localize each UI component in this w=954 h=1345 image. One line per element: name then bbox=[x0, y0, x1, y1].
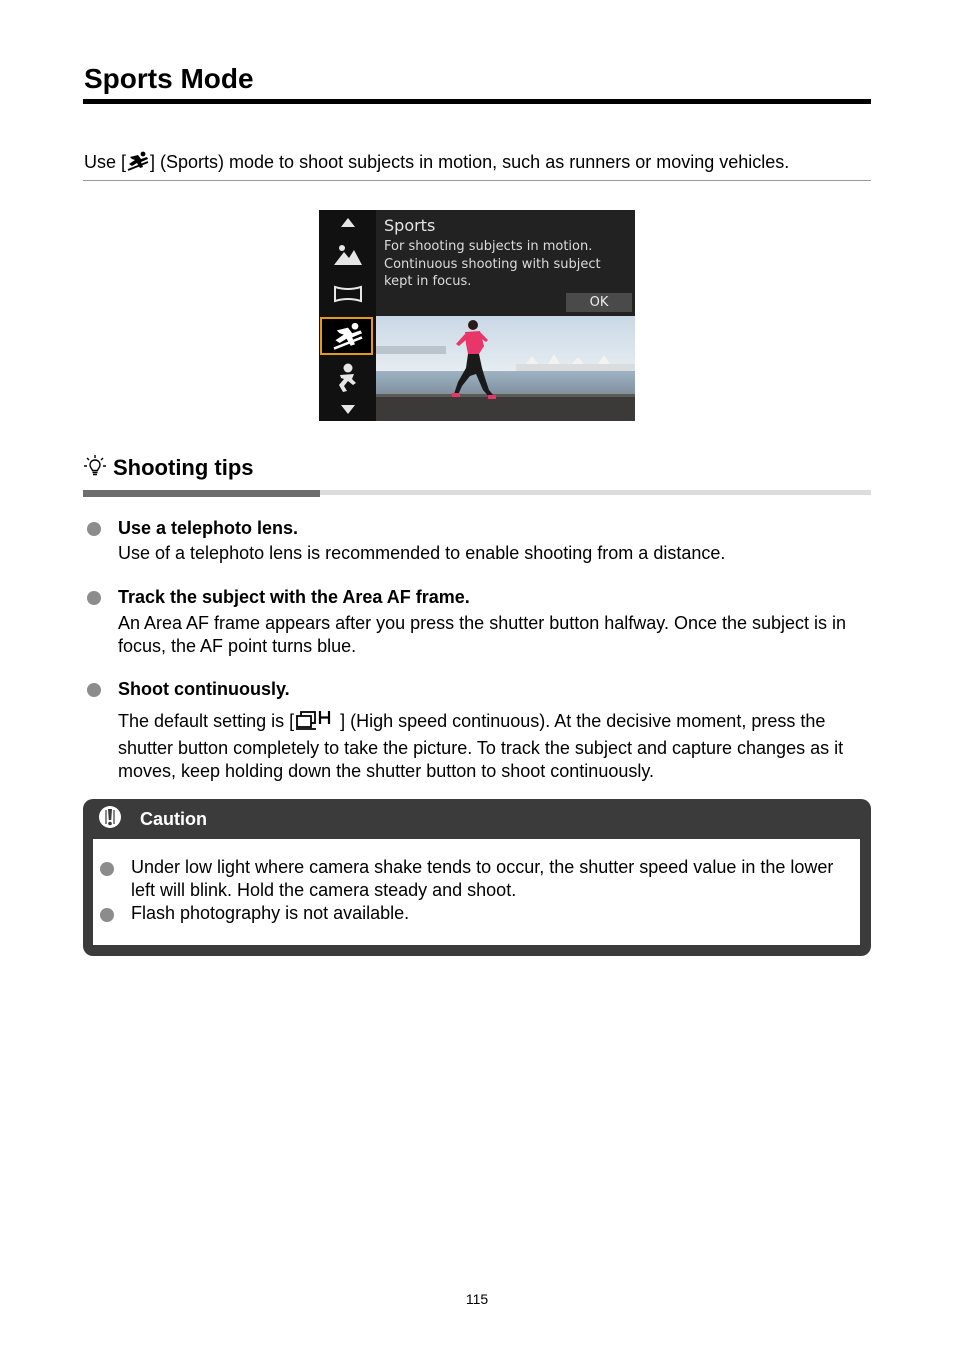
tip-heading: Track the subject with the Area AF frame. bbox=[118, 587, 470, 607]
landscape-icon bbox=[319, 240, 376, 268]
tips-heading bbox=[83, 453, 254, 483]
bullet-icon bbox=[87, 522, 101, 536]
intro-paragraph bbox=[84, 150, 789, 177]
tip-body-before: The default setting is [ bbox=[118, 711, 295, 731]
tip-item bbox=[84, 516, 870, 566]
tip-item bbox=[84, 677, 870, 782]
scene-description: For shooting subjects in motion. Continuous shooting with subject kept in focus. bbox=[384, 239, 601, 289]
caution-text: Under low light where camera shake tends to occur, the shutter speed value in the lower left will blink. Hold the camera steady and shoot. bbox=[131, 857, 834, 900]
caution-body bbox=[93, 839, 860, 945]
caution-title: Caution bbox=[140, 808, 207, 829]
tip-heading: Use a telephoto lens. bbox=[118, 518, 299, 538]
ok-button[interactable]: OK bbox=[566, 293, 632, 312]
up-arrow-icon bbox=[319, 214, 376, 230]
high-speed-continuous-icon bbox=[294, 709, 340, 737]
caution-item bbox=[93, 856, 860, 904]
intro-text-before: Use [ bbox=[84, 152, 127, 172]
tips-rule-accent bbox=[83, 490, 320, 497]
tip-body-after: ] (High speed continuous). At the decisive moment, press the shutter button completely to take the picture. To track the subject and capture changes as it moves, keep holding down the shutter button to shoot continuously. bbox=[118, 711, 844, 781]
bullet-icon bbox=[87, 683, 101, 697]
caution-text: Flash photography is not available. bbox=[131, 903, 410, 923]
bullet-icon bbox=[100, 862, 114, 876]
scene-info-panel bbox=[376, 210, 635, 316]
bullet-icon bbox=[87, 591, 101, 605]
lightbulb-icon bbox=[83, 454, 107, 483]
bullet-icon bbox=[100, 908, 114, 922]
camera-screen bbox=[319, 210, 635, 421]
tip-body bbox=[118, 709, 870, 783]
caution-item bbox=[93, 902, 860, 927]
tips-title: Shooting tips bbox=[113, 455, 254, 480]
runner-photo bbox=[376, 316, 635, 421]
sports-icon bbox=[319, 320, 376, 352]
panorama-icon bbox=[319, 282, 376, 306]
scene-sidebar bbox=[319, 210, 376, 421]
kids-icon bbox=[319, 362, 376, 394]
sports-mode-icon bbox=[126, 151, 150, 177]
scene-title: Sports bbox=[384, 216, 436, 235]
caution-heading bbox=[97, 805, 207, 833]
page-title: Sports Mode bbox=[84, 63, 254, 94]
down-arrow-icon bbox=[319, 402, 376, 416]
tip-body: An Area AF frame appears after you press the shutter button halfway. Once the subject is in focus, the AF point turns blue. bbox=[118, 613, 847, 656]
intro-text-after: ] (Sports) mode to shoot subjects in motion, such as runners or moving vehicles. bbox=[150, 152, 790, 172]
caution-icon bbox=[97, 804, 123, 835]
caution-box bbox=[83, 799, 871, 956]
tip-item bbox=[84, 585, 870, 660]
tip-body: Use of a telephoto lens is recommended to enable shooting from a distance. bbox=[118, 543, 726, 563]
tip-heading: Shoot continuously. bbox=[118, 679, 290, 699]
title-rule bbox=[83, 99, 871, 104]
page-number: 115 bbox=[465, 1291, 489, 1307]
intro-rule bbox=[83, 180, 871, 181]
